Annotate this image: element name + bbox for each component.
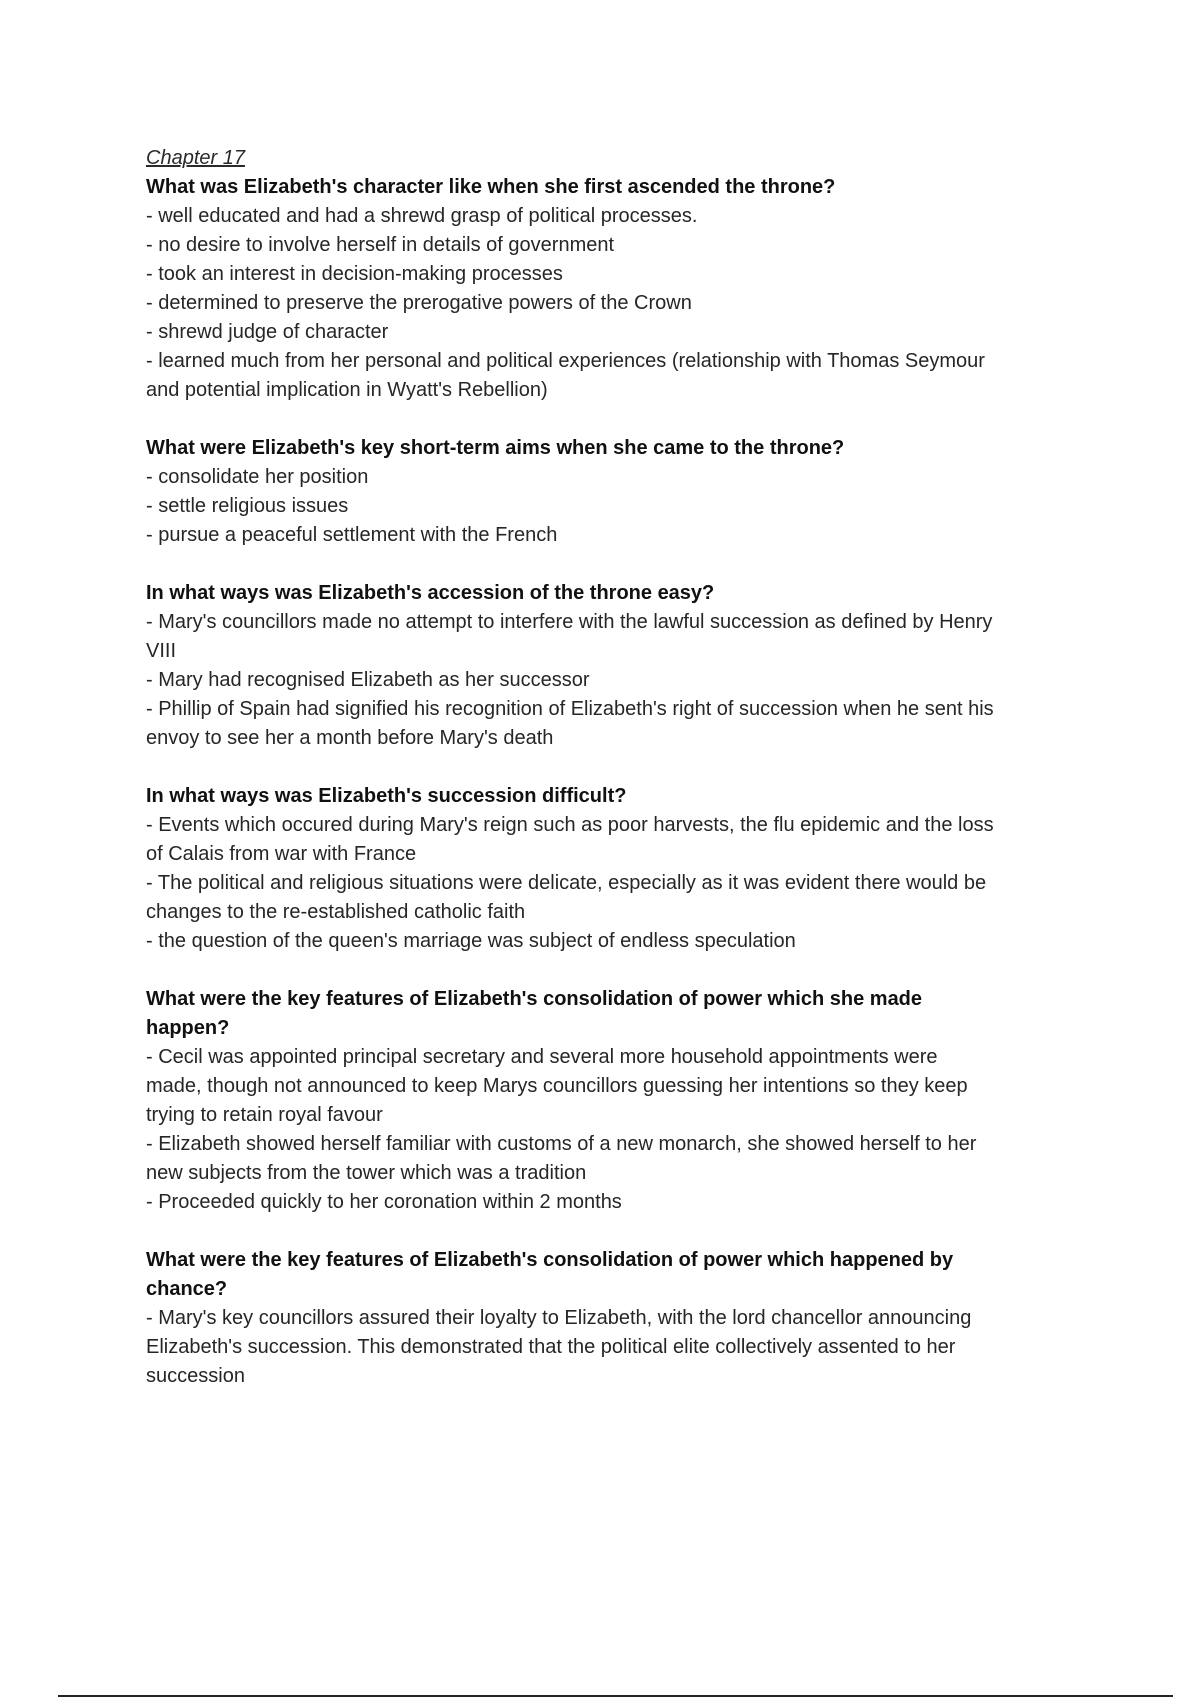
answer-line: - Mary's key councillors assured their loyalty to Elizabeth, with the lord chancellor announcing	[146, 1307, 972, 1329]
answer-line: - Mary had recognised Elizabeth as her successor	[146, 669, 590, 691]
document-body	[146, 144, 1096, 1420]
answer-line: - well educated and had a shrewd grasp of political processes.	[146, 205, 698, 227]
qa-section	[146, 985, 1096, 1217]
answer-line: - shrewd judge of character	[146, 321, 389, 343]
bottom-divider	[58, 1695, 1173, 1697]
section-question-heading: chance?	[146, 1278, 228, 1300]
section-question-heading: In what ways was Elizabeth's succession difficult?	[146, 785, 627, 807]
chapter-title: Chapter 17	[146, 147, 245, 169]
answer-line: of Calais from war with France	[146, 843, 417, 865]
answer-line: - no desire to involve herself in details of government	[146, 234, 615, 256]
answer-line: trying to retain royal favour	[146, 1104, 383, 1126]
answer-line: - learned much from her personal and political experiences (relationship with Thomas Seymour	[146, 350, 985, 372]
sections-container	[146, 173, 1096, 1391]
answer-line: VIII	[146, 640, 177, 662]
answer-line: - settle religious issues	[146, 495, 349, 517]
qa-section	[146, 434, 1096, 550]
answer-line: - Phillip of Spain had signified his recognition of Elizabeth's right of succession when he sent his	[146, 698, 994, 720]
section-question-heading: What were the key features of Elizabeth's consolidation of power which happened by	[146, 1249, 954, 1271]
answer-line: Elizabeth's succession. This demonstrated that the political elite collectively assented to her	[146, 1336, 956, 1358]
answer-line: - the question of the queen's marriage was subject of endless speculation	[146, 930, 796, 952]
section-question-heading: happen?	[146, 1017, 230, 1039]
answer-line: - Elizabeth showed herself familiar with customs of a new monarch, she showed herself to her	[146, 1133, 977, 1155]
answer-line: - Events which occured during Mary's reign such as poor harvests, the flu epidemic and the loss	[146, 814, 994, 836]
answer-line: - Mary's councillors made no attempt to interfere with the lawful succession as defined by Henry	[146, 611, 993, 633]
answer-line: and potential implication in Wyatt's Rebellion)	[146, 379, 548, 401]
answer-line: - took an interest in decision-making processes	[146, 263, 563, 285]
answer-line: - pursue a peaceful settlement with the French	[146, 524, 558, 546]
qa-section	[146, 1246, 1096, 1391]
answer-line: - Cecil was appointed principal secretary and several more household appointments were	[146, 1046, 938, 1068]
answer-line: succession	[146, 1365, 245, 1387]
answer-line: - determined to preserve the prerogative powers of the Crown	[146, 292, 692, 314]
section-question-heading: What were the key features of Elizabeth's consolidation of power which she made	[146, 988, 923, 1010]
answer-line: new subjects from the tower which was a tradition	[146, 1162, 587, 1184]
qa-section	[146, 173, 1096, 405]
answer-line: - Proceeded quickly to her coronation within 2 months	[146, 1191, 622, 1213]
section-question-heading: What was Elizabeth's character like when she first ascended the throne?	[146, 176, 836, 198]
section-question-heading: What were Elizabeth's key short-term aims when she came to the throne?	[146, 437, 845, 459]
qa-section	[146, 579, 1096, 753]
answer-line: changes to the re-established catholic faith	[146, 901, 526, 923]
answer-line: - The political and religious situations were delicate, especially as it was evident there would be	[146, 872, 987, 894]
section-question-heading: In what ways was Elizabeth's accession of the throne easy?	[146, 582, 715, 604]
answer-line: - consolidate her position	[146, 466, 369, 488]
qa-section	[146, 782, 1096, 956]
answer-line: envoy to see her a month before Mary's death	[146, 727, 554, 749]
answer-line: made, though not announced to keep Marys councillors guessing her intentions so they keep	[146, 1075, 968, 1097]
